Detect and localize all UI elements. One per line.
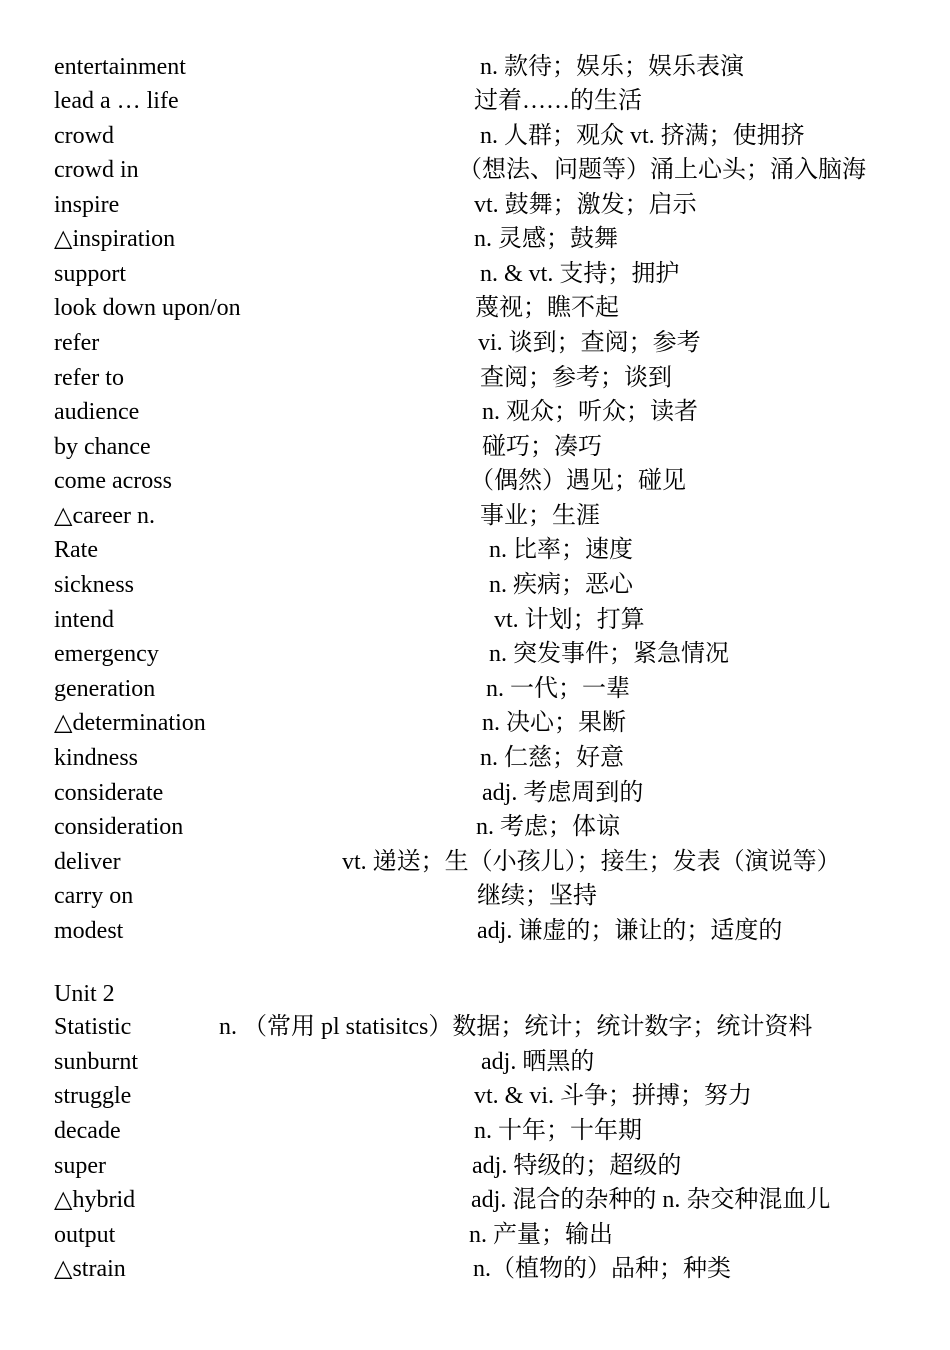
vocab-definition: adj. 考虑周到的 [482,780,644,806]
vocab-term: carry on [54,883,134,909]
vocab-entry [0,499,950,533]
vocab-definition: 蔑视；瞧不起 [475,295,619,321]
vocab-entry [0,706,950,740]
vocab-term: sunburnt [54,1049,138,1075]
vocab-entry [0,361,950,395]
vocab-entry [0,914,950,948]
vocab-entry [0,1149,950,1183]
vocab-entry [0,222,950,256]
vocab-definition: （想法、问题等）涌上心头；涌入脑海 [458,157,866,183]
vocab-entry [0,291,950,325]
vocab-term: △strain [54,1256,126,1282]
vocab-definition: n.（植物的）品种；种类 [473,1256,731,1282]
vocab-definition: vi. 谈到；查阅；参考 [478,330,701,356]
vocab-term: intend [54,607,114,633]
vocab-term: struggle [54,1083,132,1109]
vocab-definition: n. 疾病；恶心 [489,572,633,598]
vocab-entry [0,1252,950,1286]
vocab-term: look down upon/on [54,295,241,321]
vocab-term: consideration [54,814,184,840]
vocab-entry [0,1045,950,1079]
vocab-definition: adj. 谦虚的；谦让的；适度的 [477,918,783,944]
vocab-definition: 查阅；参考；谈到 [480,365,672,391]
vocab-term: △determination [54,710,206,736]
vocab-definition: （偶然）遇见；碰见 [470,468,686,494]
vocab-term: sickness [54,572,134,598]
vocab-entry [0,603,950,637]
vocab-term: lead a … life [54,88,179,114]
vocab-definition: n. 仁慈；好意 [480,745,624,771]
vocab-definition: n. 十年；十年期 [474,1118,642,1144]
vocab-entry [0,188,950,222]
vocab-entry [0,1114,950,1148]
vocab-definition: adj. 混合的杂种的 n. 杂交种混血儿 [471,1187,831,1213]
vocab-definition: n. 人群；观众 vt. 挤满；使拥挤 [480,123,805,149]
vocab-term: generation [54,676,156,702]
vocab-definition: vt. & vi. 斗争；拼搏；努力 [474,1083,753,1109]
vocab-term: refer to [54,365,124,391]
vocab-term: audience [54,399,140,425]
vocab-term: support [54,261,126,287]
vocab-entry [0,84,950,118]
vocab-definition: n. 突发事件；紧急情况 [489,641,729,667]
vocab-definition: n. 观众；听众；读者 [482,399,698,425]
vocab-term: modest [54,918,124,944]
vocab-definition: adj. 特级的；超级的 [472,1153,682,1179]
vocab-term: △inspiration [54,226,176,252]
vocab-definition: 继续；坚持 [477,883,597,909]
vocab-entry [0,637,950,671]
vocab-term: come across [54,468,172,494]
vocab-entry [0,810,950,844]
vocab-entry [0,50,950,84]
vocab-definition: n. & vt. 支持；拥护 [480,261,680,287]
vocab-definition: n. （常用 pl statisitcs）数据；统计；统计数字；统计资料 [219,1014,813,1040]
vocab-term: △career n. [54,503,156,529]
vocab-term: super [54,1153,106,1179]
vocab-entry [0,1079,950,1113]
vocab-entry [0,430,950,464]
vocab-entry [0,672,950,706]
vocab-definition: vt. 鼓舞；激发；启示 [474,192,697,218]
vocab-definition: n. 产量；输出 [469,1222,613,1248]
vocab-definition: n. 一代；一辈 [486,676,630,702]
vocab-entry [0,395,950,429]
vocab-entry [0,1010,950,1044]
vocab-entry [0,741,950,775]
unit-heading: Unit 2 [54,981,115,1007]
vocab-definition: n. 决心；果断 [482,710,626,736]
vocab-definition: n. 比率；速度 [489,537,633,563]
vocab-entry [0,464,950,498]
vocab-term: entertainment [54,54,186,80]
vocab-term: inspire [54,192,120,218]
vocab-term: by chance [54,434,151,460]
vocab-entry [0,119,950,153]
vocab-term: kindness [54,745,138,771]
vocab-term: considerate [54,780,164,806]
vocab-entry [0,257,950,291]
vocab-term: Statistic [54,1014,132,1040]
vocab-entry [0,879,950,913]
vocab-definition: vt. 计划；打算 [494,607,645,633]
vocab-term: crowd in [54,157,139,183]
vocab-entry [0,153,950,187]
vocab-entry [0,1183,950,1217]
vocab-term: Rate [54,537,98,563]
vocab-definition: 碰巧；凑巧 [482,434,602,460]
vocab-entry [0,776,950,810]
vocab-definition: n. 考虑；体谅 [476,814,620,840]
vocab-definition: vt. 递送；生（小孩儿）；接生；发表（演说等） [342,849,841,875]
vocab-term: decade [54,1118,121,1144]
vocab-term: emergency [54,641,159,667]
vocab-definition: n. 款待；娱乐；娱乐表演 [480,54,744,80]
vocab-term: deliver [54,849,121,875]
vocab-entry [0,568,950,602]
vocab-term: output [54,1222,116,1248]
vocab-entry [0,1218,950,1252]
vocab-term: △hybrid [54,1187,136,1213]
vocab-term: refer [54,330,100,356]
vocab-definition: 事业；生涯 [480,503,600,529]
vocab-definition: 过着……的生活 [474,88,642,114]
vocab-entry [0,326,950,360]
vocab-term: crowd [54,123,114,149]
vocab-entry [0,533,950,567]
vocab-definition: n. 灵感；鼓舞 [474,226,618,252]
vocab-entry [0,845,950,879]
vocab-definition: adj. 晒黑的 [481,1049,595,1075]
